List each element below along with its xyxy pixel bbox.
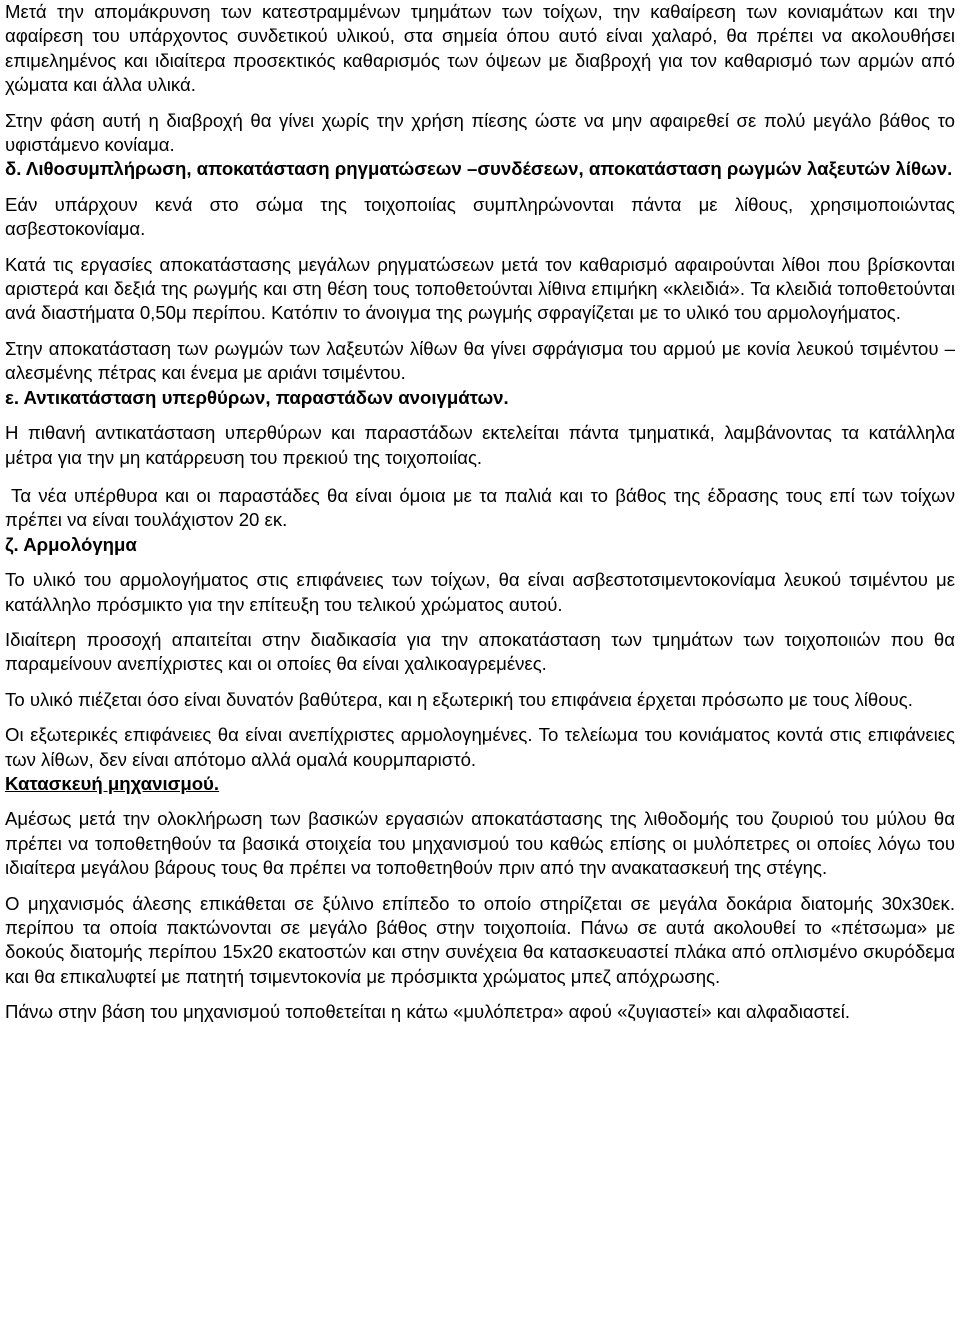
section-heading-zeta: ζ. Αρμολόγημα: [5, 533, 137, 555]
paragraph-lower-millstone: Πάνω στην βάση του μηχανισμού τοποθετείται η κάτω «μυλόπετρα» αφού «ζυγιαστεί» και αλφαδιαστεί.: [5, 1001, 850, 1023]
section-heading-mechanism: Κατασκευή μηχανισμού.: [5, 772, 220, 794]
paragraph-stone-crack-sealing: Στην αποκατάσταση των ρωγμών των λαξευτών λίθων θα γίνει σφράγισμα του αρμού με κονία λευκού τσιμέντου – αλεσμένης πέτρας και ένεμα με αριάνι τσιμέντου.: [5, 337, 955, 384]
paragraph-external-surfaces: Οι εξωτερικές επιφάνειες θα είναι ανεπίχριστες αρμολογημένες. Το τελείωμα του κονιάματος κοντά στις επιφάνειες των λίθων, δεν είναι απότομο αλλά ομαλά κουρμπαριστό.: [5, 724, 955, 770]
paragraph-pointing-material: Το υλικό του αρμολογήματος στις επιφάνειες των τοίχων, θα είναι ασβεστοτσιμεντοκονίαμα λευκού τσιμέντου με κατάλληλο πρόσμικτο για την επίτευξη του τελικού χρώματος αυτού.: [5, 569, 955, 615]
section-heading-epsilon: ε. Αντικατάσταση υπερθύρων, παραστάδων ανοιγμάτων.: [5, 386, 509, 408]
paragraph-joint-cleaning: Μετά την απομάκρυνση των κατεστραμμένων τμημάτων των τοίχων, την καθαίρεση των κονιαμάτων και την αφαίρεση του υπάρχοντος συνδετικού υλικού, στα σημεία όπου αυτό είναι χαλαρό, θα πρέπει να ακολουθήσει επιμελημένος και ιδιαίτερα προσεκτικός καθαρισμός των όψεων με διαβροχή για τον καθαρισμό των αρμών από χώματα και άλλα υλικά.: [5, 1, 955, 96]
paragraph-lintel-replacement: Η πιθανή αντικατάσταση υπερθύρων και παραστάδων εκτελείται πάντα τμηματικά, λαμβάνοντας τα κατάλληλα μέτρα για την μη κατάρρευση του πρεκιού της τοιχοποιίας.: [5, 422, 955, 468]
paragraph-crack-restoration: Κατά τις εργασίες αποκατάστασης μεγάλων ρηγματώσεων μετά τον καθαρισμό αφαιρούνται λίθοι που βρίσκονται αριστερά και δεξιά της ρωγμής και στη θέση τους τοποθετούνται λίθινα επιμήκη «κλειδιά». Τα κλειδιά τοποθετούνται ανά διαστήματα 0,50μ περίπου. Κατόπιν το άνοιγμα της ρωγμής σφραγίζεται με το υλικό του αρμολογήματος.: [5, 253, 955, 324]
paragraph-masonry-gaps: Εάν υπάρχουν κενά στο σώμα της τοιχοποιίας συμπληρώνονται πάντα με λίθους, χρησιμοποιώντας ασβεστοκονίαμα.: [5, 193, 955, 240]
paragraph-pressing-material: Το υλικό πιέζεται όσο είναι δυνατόν βαθύτερα, και η εξωτερική του επιφάνεια έρχεται πρόσωπο με τους λίθους.: [5, 688, 913, 710]
section-heading-delta: δ. Λιθοσυμπλήρωση, αποκατάσταση ρηγματώσεων –συνδέσεων, αποκατάσταση ρωγμών λαξευτών λίθων.: [5, 158, 953, 180]
paragraph-new-lintels: Τα νέα υπέρθυρα και οι παραστάδες θα είναι όμοια με τα παλιά και το βάθος της έδρασης τους επί των τοίχων πρέπει να είναι τουλάχιστον 20 εκ.: [5, 484, 955, 531]
paragraph-mechanism-installation: Αμέσως μετά την ολοκλήρωση των βασικών εργασιών αποκατάστασης της λιθοδομής του ζουριού του μύλου θα πρέπει να τοποθετηθούν τα βασικά στοιχεία του μηχανισμού του καθώς επίσης οι μυλόπετρες οι οποίες λόγω του ιδιαίτερα μεγάλου βάρους τους θα πρέπει να τοποθετηθούν πριν από την ανακατασκευή της στέγης.: [5, 808, 955, 879]
document-page: [5, 0, 955, 1339]
paragraph-wetting-without-pressure: Στην φάση αυτή η διαβροχή θα γίνει χωρίς την χρήση πίεσης ώστε να μην αφαιρεθεί σε πολύ μεγάλο βάθος το υφιστάμενο κονίαμα.: [5, 109, 955, 156]
paragraph-milling-platform: Ο μηχανισμός άλεσης επικάθεται σε ξύλινο επίπεδο το οποίο στηρίζεται σε μεγάλα δοκάρια διατομής 30x30εκ. περίπου τα οποία πακτώνονται σε μεγάλο βάθος στην τοιχοποιία. Πάνω σε αυτά ακολουθεί το «πέτσωμα» με δοκούς διατομής περίπου 15x20 εκατοστών και στην συνέχεια θα κατασκευαστεί πλάκα από οπλισμένο σκυρόδεμα και θα επικαλυφτεί με πατητή τσιμεντοκονία με πρόσμικτα χρώματος μπεζ απόχρωσης.: [5, 892, 955, 987]
paragraph-unplastered-walls: Ιδιαίτερη προσοχή απαιτείται στην διαδικασία για την αποκατάσταση των τμημάτων των τοιχοποιιών που θα παραμείνουν ανεπίχριστες και οι οποίες θα είναι χαλικοαγρεμένες.: [5, 628, 955, 675]
